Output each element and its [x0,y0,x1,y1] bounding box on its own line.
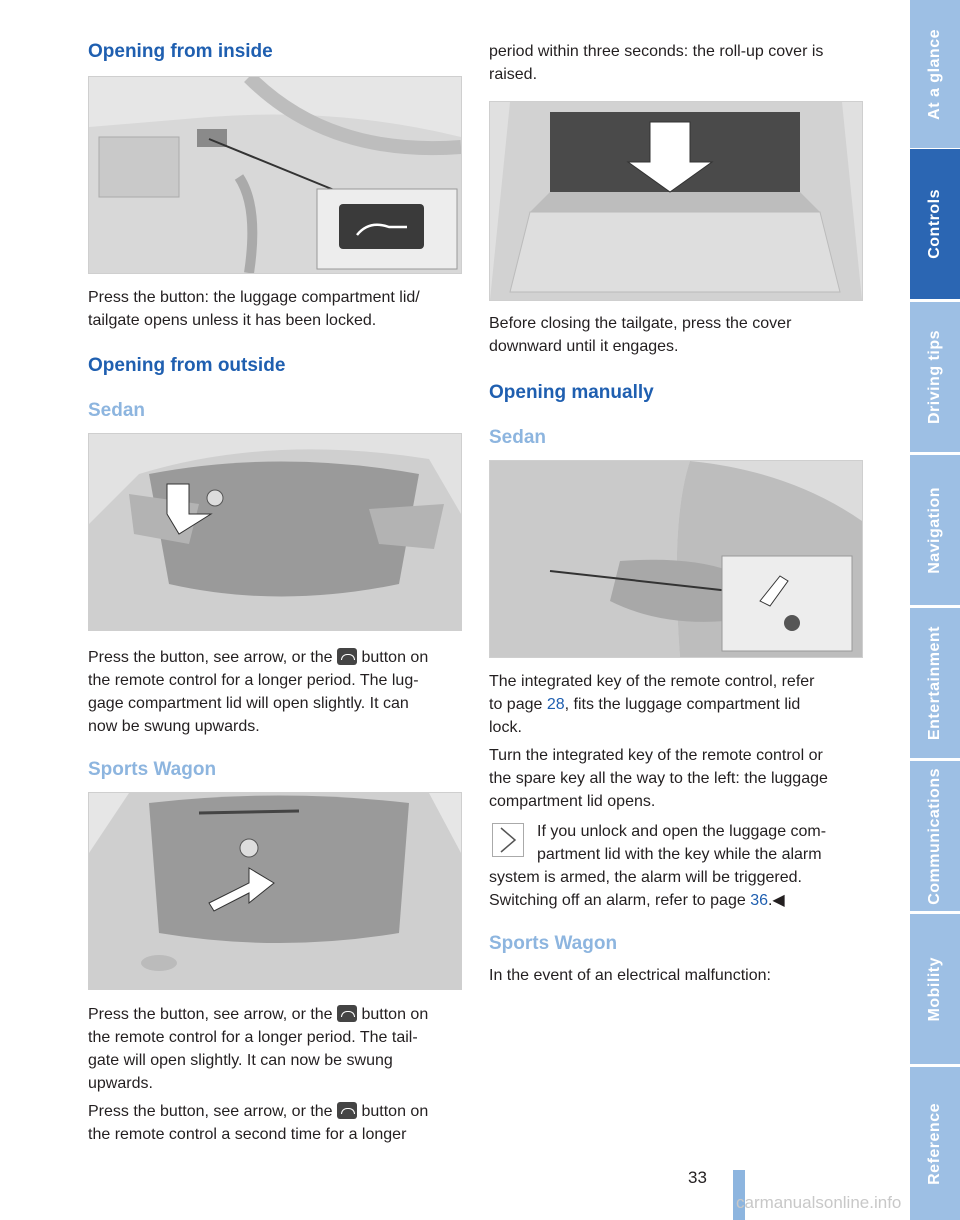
figure-wagon-tailgate [88,792,462,990]
remote-tailgate-icon [337,1005,357,1022]
tab-navigation[interactable]: Navigation [910,455,960,605]
page-link-36[interactable]: 36 [750,892,768,909]
remote-trunk-icon [337,648,357,665]
page-number: 33 [688,1168,707,1187]
tab-at-a-glance[interactable]: At a glance [910,0,960,148]
paragraph-cover-raised: period within three seconds: the roll-up cover is raised. [489,43,824,83]
paragraph-alarm-note: If you unlock and open the luggage com- partment lid with the key while the alarm system is armed, the alarm will be triggered. Switching off an alarm, refer to page 36.◀ [489,823,827,909]
remote-tailgate-icon [337,1102,357,1119]
paragraph-before-closing: Before closing the tailgate, press the cover downward until it engages. [489,315,792,355]
tab-driving-tips[interactable]: Driving tips [910,302,960,452]
paragraph-wagon-outside: Press the button, see arrow, or the button on the remote control for a longer period. The tail- gate will open slightly. It can now be swung upwards. [88,1006,429,1092]
figure-interior-button [88,76,462,274]
heading-sedan-left: Sedan [88,400,146,421]
heading-opening-inside: Opening from inside [88,41,273,62]
heading-opening-manually: Opening manually [489,382,654,403]
figure-key-lock [489,460,863,658]
section-sidebar [910,0,960,1220]
page-link-28[interactable]: 28 [546,696,565,713]
heading-wagon-left: Sports Wagon [88,759,217,780]
paragraph-turn-key: Turn the integrated key of the remote control or the spare key all the way to the left: the luggage compartment lid opens. [489,747,828,810]
heading-opening-outside: Opening from outside [88,355,286,376]
paragraph-sedan-outside: Press the button, see arrow, or the button on the remote control for a longer period. The lug- gage compartment lid will open slightly. It can now be swung upwards. [88,649,429,735]
tab-reference[interactable]: Reference [910,1067,960,1220]
tab-entertainment[interactable]: Entertainment [910,608,960,758]
tab-mobility[interactable]: Mobility [910,914,960,1064]
paragraph-inside: Press the button: the luggage compartment lid/ tailgate opens unless it has been locked. [88,289,420,329]
heading-sedan-right: Sedan [489,427,547,448]
paragraph-integrated-key: The integrated key of the remote control, refer to page 28, fits the luggage compartment lid lock. [489,673,815,736]
heading-wagon-right: Sports Wagon [489,933,618,954]
figure-rollup-cover [489,101,863,301]
figure-sedan-trunk [88,433,462,631]
tab-controls[interactable]: Controls [910,149,960,299]
tab-communications[interactable]: Communications [910,761,960,911]
paragraph-wagon-second: Press the button, see arrow, or the button on the remote control a second time for a longer [88,1103,429,1143]
paragraph-malfunction: In the event of an electrical malfunction: [489,967,771,984]
watermark: carmanualsonline.info [736,1193,902,1212]
